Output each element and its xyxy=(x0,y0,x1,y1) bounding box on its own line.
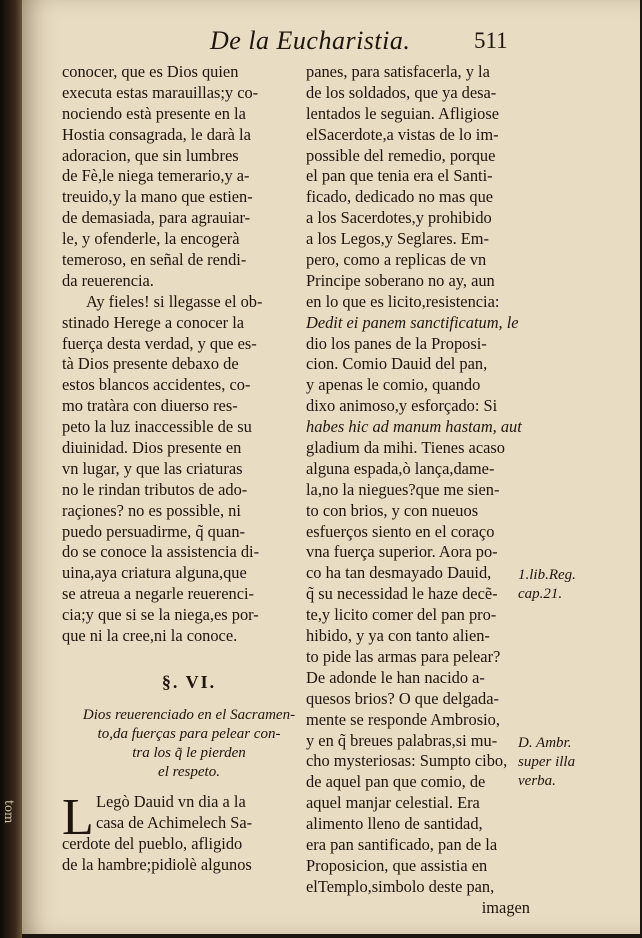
text-line: Ay fieles! si llegasse el ob- xyxy=(86,291,263,311)
text-line: era pan santificado, pan de la xyxy=(306,834,498,854)
summary-line: el respeto. xyxy=(158,763,220,780)
text-line: la,no la niegues?que me sien- xyxy=(306,479,500,499)
text-line: da reuerencia. xyxy=(62,270,154,290)
text-line: gladium da mihi. Tienes acaso xyxy=(306,438,505,458)
page-number: 511 xyxy=(474,28,508,53)
text-line: treuido,y la mano que estien- xyxy=(62,187,253,207)
margin-note-ambr xyxy=(518,734,575,791)
book-spine xyxy=(0,0,22,938)
summary-line: tra los q̃ le pierden xyxy=(132,744,246,761)
text-line: mente se responde Ambrosio, xyxy=(306,709,500,729)
summary-line: Dios reuerenciado en el Sacramen- xyxy=(82,706,296,723)
text-line: stinado Herege a conocer la xyxy=(62,312,245,332)
text-line: puedo persuadirme, q̃ quan- xyxy=(62,521,245,541)
text-line: a los Sacerdotes,y prohibido xyxy=(306,208,492,228)
text-line: to con brios, y con nueuos xyxy=(306,500,479,520)
text-line: panes, para satisfacerla, y la xyxy=(306,62,490,81)
text-line: alimento lleno de santidad, xyxy=(306,814,483,834)
drop-cap-paragraph xyxy=(62,788,316,876)
text-line: no le rindan tributos de ado- xyxy=(62,479,248,499)
text-line: cho mysteriosas: Sumpto cibo, xyxy=(306,751,508,771)
text-line: executa estas marauillas;y co- xyxy=(62,82,259,102)
text-line: de aquel pan que comio, de xyxy=(306,772,486,792)
text-line: mo tratàra con diuerso res- xyxy=(62,396,238,416)
text-line: de demasiada, para agrauiar- xyxy=(62,208,251,228)
text-line: casa de Achimelech Sa- xyxy=(96,812,253,832)
edge-mark: tom xyxy=(2,800,16,824)
page-header xyxy=(22,16,640,56)
text-line: de la hambre;pidiolè algunos xyxy=(62,854,252,874)
margin-note-line: 1.lib.Reg. xyxy=(518,567,576,583)
text-line: aquel manjar celestial. Era xyxy=(306,793,480,813)
text-line: que ni la cree,ni la conoce. xyxy=(62,626,238,646)
text-line: Dedit ei panem sanctificatum, le xyxy=(306,312,519,332)
text-line: se atreua a negarle reuerenci- xyxy=(62,584,254,604)
text-line: le, y ofenderle, la encogerà xyxy=(62,229,240,249)
text-line: dio los panes de la Proposi- xyxy=(306,333,487,353)
text-line: te,y licito comer del pan pro- xyxy=(306,605,497,625)
text-line: habes hic ad manum hastam, aut xyxy=(306,417,522,437)
text-line: elTemplo,simbolo deste pan, xyxy=(306,876,495,896)
text-line: y apenas le comio, quando xyxy=(306,375,481,395)
text-line: uina,aya criatura alguna,que xyxy=(62,563,247,583)
text-line: vn lugar, y que las criaturas xyxy=(62,458,243,478)
section-summary xyxy=(62,706,316,782)
text-line: alguna espada,ò lança,dame- xyxy=(306,458,495,478)
text-line: el pan que tenia era el Santi- xyxy=(306,166,493,186)
text-line: possible del remedio, porque xyxy=(306,145,496,165)
text-line: de los soldados, que ya desa- xyxy=(306,82,497,102)
text-line: Proposicion, que assistia en xyxy=(306,855,488,875)
summary-line: to,da fuerças para pelear con- xyxy=(97,725,281,742)
text-line: hibido, y ya con tanto alien- xyxy=(306,626,490,646)
text-line: ficado, dedicado no mas que xyxy=(306,187,494,207)
margin-note-line: super illa xyxy=(518,754,576,770)
running-title: De la Eucharistia. xyxy=(210,26,411,55)
text-line: estos blancos accidentes, co- xyxy=(62,375,251,395)
text-line: co ha tan desmayado Dauid, xyxy=(306,563,492,583)
right-column xyxy=(306,62,538,919)
text-line: elSacerdote,a vistas de lo im- xyxy=(306,124,499,144)
catchword: imagen xyxy=(481,897,530,917)
text-line: to pide las armas para pelear? xyxy=(306,646,501,666)
text-line: temeroso, en señal de rendi- xyxy=(62,250,247,270)
margin-note-line: cap.21. xyxy=(518,586,563,602)
drop-cap: L xyxy=(62,788,94,846)
text-line: esfuerços siento en el coraço xyxy=(306,521,495,541)
text-line: cion. Comio Dauid del pan, xyxy=(306,354,488,374)
text-line: lentados le seguian. Afligiose xyxy=(306,103,500,123)
text-line: conocer, que es Dios quien xyxy=(62,62,239,81)
text-line: nociendo està presente en la xyxy=(62,103,246,123)
text-line: en lo que es licito,resistencia: xyxy=(306,291,500,311)
text-line: adoracion, que sin lumbres xyxy=(62,145,239,165)
margin-note-line: verba. xyxy=(518,773,556,789)
margin-note-reg xyxy=(518,566,576,604)
text-line: a los Legos,y Seglares. Em- xyxy=(306,229,489,249)
text-line: Principe soberano no ay, aun xyxy=(306,270,495,290)
text-line: Legò Dauid vn dia a la xyxy=(96,791,246,811)
book-page xyxy=(22,0,640,934)
text-line: Hostia consagrada, le darà la xyxy=(62,124,251,144)
text-line: peto la luz inaccessible de su xyxy=(62,417,252,437)
text-line: diuinidad. Dios presente en xyxy=(62,438,242,458)
text-line: de Fè,le niega temerario,y a- xyxy=(62,166,250,186)
text-line: y en q̃ breues palabras,si mu- xyxy=(306,730,498,750)
text-line: do se conoce la assistencia di- xyxy=(62,542,260,562)
text-line: q̃ su necessidad le haze decẽ- xyxy=(306,584,498,604)
text-line: De adonde le han nacido a- xyxy=(306,667,485,687)
text-line: cia;y que si se la niega,es por- xyxy=(62,605,259,625)
text-line: quesos brios? O que delgada- xyxy=(306,688,499,708)
section-heading: §. VI. xyxy=(161,671,217,692)
text-line: fuerça desta verdad, y que es- xyxy=(62,333,257,353)
text-line: dixo animoso,y esforçado: Si xyxy=(306,396,498,416)
text-line: raçiones? no es possible, ni xyxy=(62,500,241,520)
text-line: tà Dios presente debaxo de xyxy=(62,354,239,374)
text-line: vna fuerça superior. Aora po- xyxy=(306,542,498,562)
text-line: pero, como a replicas de vn xyxy=(306,250,487,270)
left-column xyxy=(62,62,316,875)
text-line: cerdote del pueblo, afligido xyxy=(62,833,243,853)
margin-note-line: D. Ambr. xyxy=(518,735,572,751)
